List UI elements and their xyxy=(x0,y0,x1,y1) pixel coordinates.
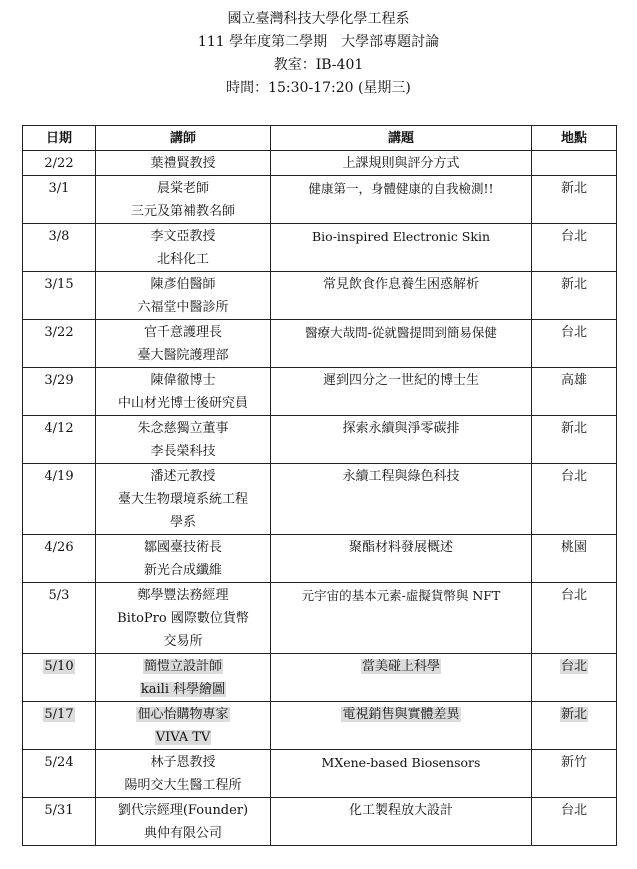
table-row xyxy=(23,750,617,798)
speaker-text: 新光合成纖維 xyxy=(143,563,222,578)
speaker-text: 鄒國臺技術長 xyxy=(143,540,222,555)
department-title: 國立臺灣科技大學化學工程系 xyxy=(227,11,410,27)
table-row xyxy=(23,368,617,416)
location-cell xyxy=(532,368,617,416)
speaker-text: VIVA TV xyxy=(155,730,211,745)
table-row xyxy=(23,702,617,750)
location-cell xyxy=(532,583,617,654)
speaker-cell xyxy=(96,464,271,535)
location-text: 台北 xyxy=(560,588,587,603)
date-text: 3/8 xyxy=(48,229,70,244)
speaker-text: 典仲有限公司 xyxy=(143,826,222,841)
topic-text: 健康第一，身體健康的自我檢測!! xyxy=(308,181,494,196)
location-text: 台北 xyxy=(560,229,587,244)
speaker-text: 官千意護理長 xyxy=(143,325,222,340)
topic-text: 電視銷售與實體差異 xyxy=(342,707,460,722)
date-cell xyxy=(23,224,96,272)
semester-course-title: 111 學年度第二學期 大學部專題討論 xyxy=(197,34,440,50)
speaker-line xyxy=(98,392,268,415)
table-row xyxy=(23,272,617,320)
location-text: 台北 xyxy=(560,325,587,340)
location-text: 新竹 xyxy=(560,755,587,770)
topic-cell xyxy=(271,320,532,368)
topic-cell xyxy=(271,464,532,535)
speaker-line xyxy=(98,584,268,607)
location-cell xyxy=(532,416,617,464)
location-cell xyxy=(532,654,617,702)
speaker-text: 三元及第補教名師 xyxy=(130,204,235,219)
speaker-text: 李文亞教授 xyxy=(150,229,216,244)
topic-text: 常見飲食作息養生困惑解析 xyxy=(322,277,479,292)
speaker-text: 鄭學豐法務經理 xyxy=(137,588,229,603)
speaker-text: 晨棠老師 xyxy=(156,181,209,196)
speaker-line xyxy=(98,559,268,582)
topic-text: 永續工程與綠色科技 xyxy=(342,469,460,484)
speaker-text: 陽明交大生醫工程所 xyxy=(124,778,242,793)
date-cell xyxy=(23,702,96,750)
table-row xyxy=(23,224,617,272)
table-row xyxy=(23,798,617,846)
location-cell xyxy=(532,176,617,224)
speaker-text: 交易所 xyxy=(163,634,203,649)
topic-cell xyxy=(271,416,532,464)
speaker-cell xyxy=(96,368,271,416)
speaker-cell xyxy=(96,750,271,798)
speaker-cell xyxy=(96,320,271,368)
speaker-line xyxy=(98,655,268,678)
speaker-cell xyxy=(96,176,271,224)
speaker-text: 朱念慈獨立董事 xyxy=(137,421,229,436)
location-text: 新北 xyxy=(560,181,587,196)
speaker-text: 臺大醫院護理部 xyxy=(137,348,229,363)
speaker-text: 陳偉徹博士 xyxy=(150,373,216,388)
topic-text: MXene-based Biosensors xyxy=(321,755,481,770)
topic-text: 元宇宙的基本元素-虛擬貨幣與 NFT xyxy=(301,588,501,603)
speaker-text: 劉代宗經理(Founder) xyxy=(117,803,249,818)
topic-cell xyxy=(271,224,532,272)
speaker-text: 臺大生物環境系統工程 xyxy=(117,492,248,507)
speaker-line xyxy=(98,726,268,749)
topic-cell xyxy=(271,654,532,702)
date-cell xyxy=(23,798,96,846)
date-cell xyxy=(23,750,96,798)
date-cell xyxy=(23,654,96,702)
date-text: 3/22 xyxy=(44,325,74,340)
date-text: 4/26 xyxy=(44,540,74,555)
date-cell xyxy=(23,368,96,416)
speaker-line xyxy=(98,799,268,822)
speaker-cell xyxy=(96,535,271,583)
speaker-text: 林子恩教授 xyxy=(150,755,216,770)
date-cell xyxy=(23,272,96,320)
speaker-line xyxy=(98,678,268,701)
topic-text: 聚酯材料發展概述 xyxy=(348,540,453,555)
speaker-text: 潘述元教授 xyxy=(150,469,216,484)
table-row xyxy=(23,535,617,583)
speaker-cell xyxy=(96,654,271,702)
date-cell xyxy=(23,176,96,224)
location-text: 新北 xyxy=(560,421,587,436)
date-text: 4/19 xyxy=(44,469,74,484)
speaker-line xyxy=(98,774,268,797)
column-header-location: 地點 xyxy=(532,126,617,151)
table-row xyxy=(23,583,617,654)
speaker-line xyxy=(98,369,268,392)
date-text: 5/17 xyxy=(44,707,74,722)
topic-cell xyxy=(271,750,532,798)
speaker-text: kaili 科學繪圖 xyxy=(140,682,226,697)
date-text: 3/1 xyxy=(48,181,70,196)
speaker-line xyxy=(98,703,268,726)
date-cell xyxy=(23,535,96,583)
table-row xyxy=(23,151,617,176)
speaker-cell xyxy=(96,151,271,176)
column-header-speaker: 講師 xyxy=(96,126,271,151)
speaker-line xyxy=(98,511,268,534)
location-cell xyxy=(532,224,617,272)
speaker-text: 中山材光博士後研究員 xyxy=(117,396,248,411)
date-text: 3/15 xyxy=(44,277,74,292)
speaker-text: BitoPro 國際數位貨幣 xyxy=(117,611,249,626)
speaker-line xyxy=(98,273,268,296)
speaker-cell xyxy=(96,416,271,464)
speaker-line xyxy=(98,296,268,319)
speaker-line xyxy=(98,440,268,463)
date-cell xyxy=(23,464,96,535)
topic-cell xyxy=(271,368,532,416)
location-text: 台北 xyxy=(560,803,587,818)
topic-cell xyxy=(271,798,532,846)
speaker-text: 佃心怡購物專家 xyxy=(137,707,229,722)
speaker-text: 葉禮賢教授 xyxy=(150,156,216,171)
location-text: 台北 xyxy=(560,659,587,674)
speaker-line xyxy=(98,225,268,248)
location-text: 新北 xyxy=(560,707,587,722)
speaker-line xyxy=(98,607,268,630)
topic-cell xyxy=(271,272,532,320)
location-cell xyxy=(532,702,617,750)
location-cell xyxy=(532,320,617,368)
speaker-line xyxy=(98,536,268,559)
topic-cell xyxy=(271,702,532,750)
topic-text: 醫療大哉問-從就醫提問到簡易保健 xyxy=(305,325,497,340)
location-text: 高雄 xyxy=(560,373,587,388)
table-row xyxy=(23,320,617,368)
date-cell xyxy=(23,151,96,176)
location-cell xyxy=(532,798,617,846)
schedule-body xyxy=(23,151,617,846)
document-header xyxy=(0,8,637,100)
topic-text: 當美碰上科學 xyxy=(361,659,440,674)
speaker-line xyxy=(98,417,268,440)
seminar-schedule-table xyxy=(22,125,617,846)
speaker-line xyxy=(98,344,268,367)
location-cell xyxy=(532,750,617,798)
topic-text: 上課規則與評分方式 xyxy=(342,156,460,171)
speaker-line xyxy=(98,152,268,175)
table-row xyxy=(23,464,617,535)
column-header-date: 日期 xyxy=(23,126,96,151)
topic-cell xyxy=(271,583,532,654)
topic-text: 遲到四分之一世紀的博士生 xyxy=(322,373,479,388)
speaker-text: 簡愷立設計師 xyxy=(143,659,222,674)
date-cell xyxy=(23,416,96,464)
topic-text: 化工製程放大設計 xyxy=(348,803,453,818)
date-text: 5/10 xyxy=(44,659,74,674)
speaker-line xyxy=(98,465,268,488)
classroom-info: 教室：IB-401 xyxy=(273,57,364,73)
date-cell xyxy=(23,583,96,654)
table-row xyxy=(23,176,617,224)
speaker-text: 學系 xyxy=(169,515,196,530)
date-text: 3/29 xyxy=(44,373,74,388)
topic-cell xyxy=(271,535,532,583)
speaker-text: 陳彥伯醫師 xyxy=(150,277,216,292)
speaker-cell xyxy=(96,583,271,654)
speaker-cell xyxy=(96,224,271,272)
date-text: 4/12 xyxy=(44,421,74,436)
speaker-text: 六福堂中醫診所 xyxy=(137,300,229,315)
date-cell xyxy=(23,320,96,368)
speaker-line xyxy=(98,822,268,845)
topic-text: Bio-inspired Electronic Skin xyxy=(312,229,490,244)
time-info: 時間：15:30-17:20 (星期三) xyxy=(226,80,411,96)
location-cell xyxy=(532,151,617,176)
speaker-line xyxy=(98,200,268,223)
speaker-cell xyxy=(96,272,271,320)
speaker-cell xyxy=(96,798,271,846)
table-row xyxy=(23,654,617,702)
table-header-row xyxy=(23,126,617,151)
location-text: 台北 xyxy=(560,469,587,484)
location-cell xyxy=(532,272,617,320)
location-text: 桃園 xyxy=(560,540,587,555)
speaker-cell xyxy=(96,702,271,750)
location-text: 新北 xyxy=(560,277,587,292)
speaker-line xyxy=(98,630,268,653)
speaker-line xyxy=(98,248,268,271)
speaker-line xyxy=(98,488,268,511)
speaker-text: 李長榮科技 xyxy=(150,444,216,459)
speaker-text: 北科化工 xyxy=(156,252,209,267)
location-cell xyxy=(532,464,617,535)
speaker-line xyxy=(98,321,268,344)
speaker-line xyxy=(98,177,268,200)
table-row xyxy=(23,416,617,464)
topic-cell xyxy=(271,176,532,224)
topic-text: 探索永續與淨零碳排 xyxy=(342,421,460,436)
date-text: 5/3 xyxy=(48,588,70,603)
column-header-topic: 講題 xyxy=(271,126,532,151)
location-cell xyxy=(532,535,617,583)
date-text: 2/22 xyxy=(44,156,74,171)
topic-cell xyxy=(271,151,532,176)
date-text: 5/31 xyxy=(44,803,74,818)
date-text: 5/24 xyxy=(44,755,74,770)
speaker-line xyxy=(98,751,268,774)
